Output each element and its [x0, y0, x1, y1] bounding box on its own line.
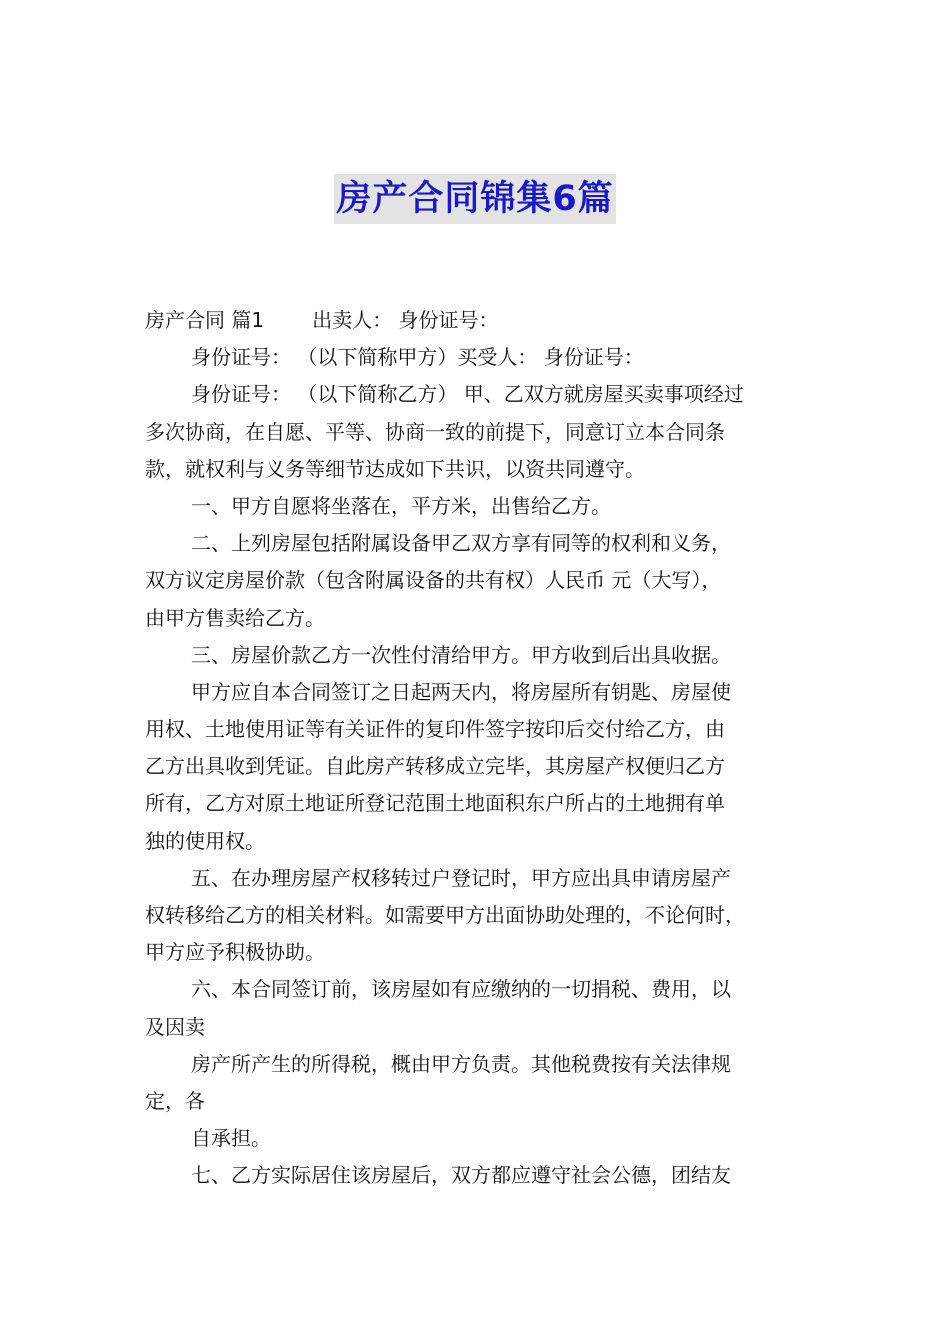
- text-line: 七、乙方实际居住该房屋后，双方都应遵守社会公德，团结友: [191, 1163, 731, 1188]
- text-line: 五、在办理房屋产权移转过户登记时，甲方应出具申请房屋产: [191, 865, 731, 890]
- text-line: 所有，乙方对原土地证所登记范围土地面积东户所占的土地拥有单: [145, 791, 725, 816]
- header-text: 出卖人： 身份证号：: [312, 308, 499, 332]
- text-line: 房产所产生的所得税，概由甲方负责。其他税费按有关法律规: [191, 1051, 731, 1076]
- text-line: 身份证号： （以下简称乙方） 甲、乙双方就房屋买卖事项经过: [191, 382, 744, 407]
- text-line: 款，就权利与义务等细节达成如下共识，以资共同遵守。: [145, 456, 645, 481]
- text-line: 及因卖: [145, 1014, 205, 1039]
- text-line: 身份证号： （以下简称甲方）买受人： 身份证号：: [191, 345, 644, 370]
- text-line: 乙方出具收到凭证。自此房产转移成立完毕，其房屋产权便归乙方: [145, 754, 725, 779]
- text-line: 六、本合同签订前，该房屋如有应缴纳的一切捐税、费用，以: [191, 977, 731, 1002]
- text-line: 三、房屋价款乙方一次性付清给甲方。甲方收到后出具收据。: [191, 642, 731, 667]
- text-line: 二、上列房屋包括附属设备甲乙双方享有同等的权利和义务，: [191, 531, 731, 556]
- text-line: 双方议定房屋价款（包含附属设备的共有权）人民币 元（大写），: [145, 568, 722, 593]
- text-line: 甲方应自本合同签订之日起两天内，将房屋所有钥匙、房屋使: [191, 679, 731, 704]
- section-label: 房产合同 篇1: [145, 308, 265, 332]
- text-line: 独的使用权。: [145, 828, 265, 853]
- text-line: 自承担。: [191, 1126, 271, 1151]
- text-line: 甲方应予积极协助。: [145, 940, 325, 965]
- text-line: 由甲方售卖给乙方。: [145, 605, 325, 630]
- text-line: 用权、土地使用证等有关证件的复印件签字按印后交付给乙方，由: [145, 717, 725, 742]
- paragraph-lines: [145, 339, 817, 1194]
- header-line: [145, 302, 817, 339]
- text-line: 一、甲方自愿将坐落在，平方米，出售给乙方。: [191, 493, 611, 518]
- text-line: 权转移给乙方的相关材料。如需要甲方出面协助处理的，不论何时，: [145, 903, 745, 927]
- document-title: 房产合同锦集6篇: [334, 174, 615, 224]
- title-container: [0, 174, 950, 224]
- document-body: [145, 302, 817, 1195]
- text-line: 定，各: [145, 1088, 205, 1113]
- text-line: 多次协商，在自愿、平等、协商一致的前提下，同意订立本合同条: [145, 419, 725, 444]
